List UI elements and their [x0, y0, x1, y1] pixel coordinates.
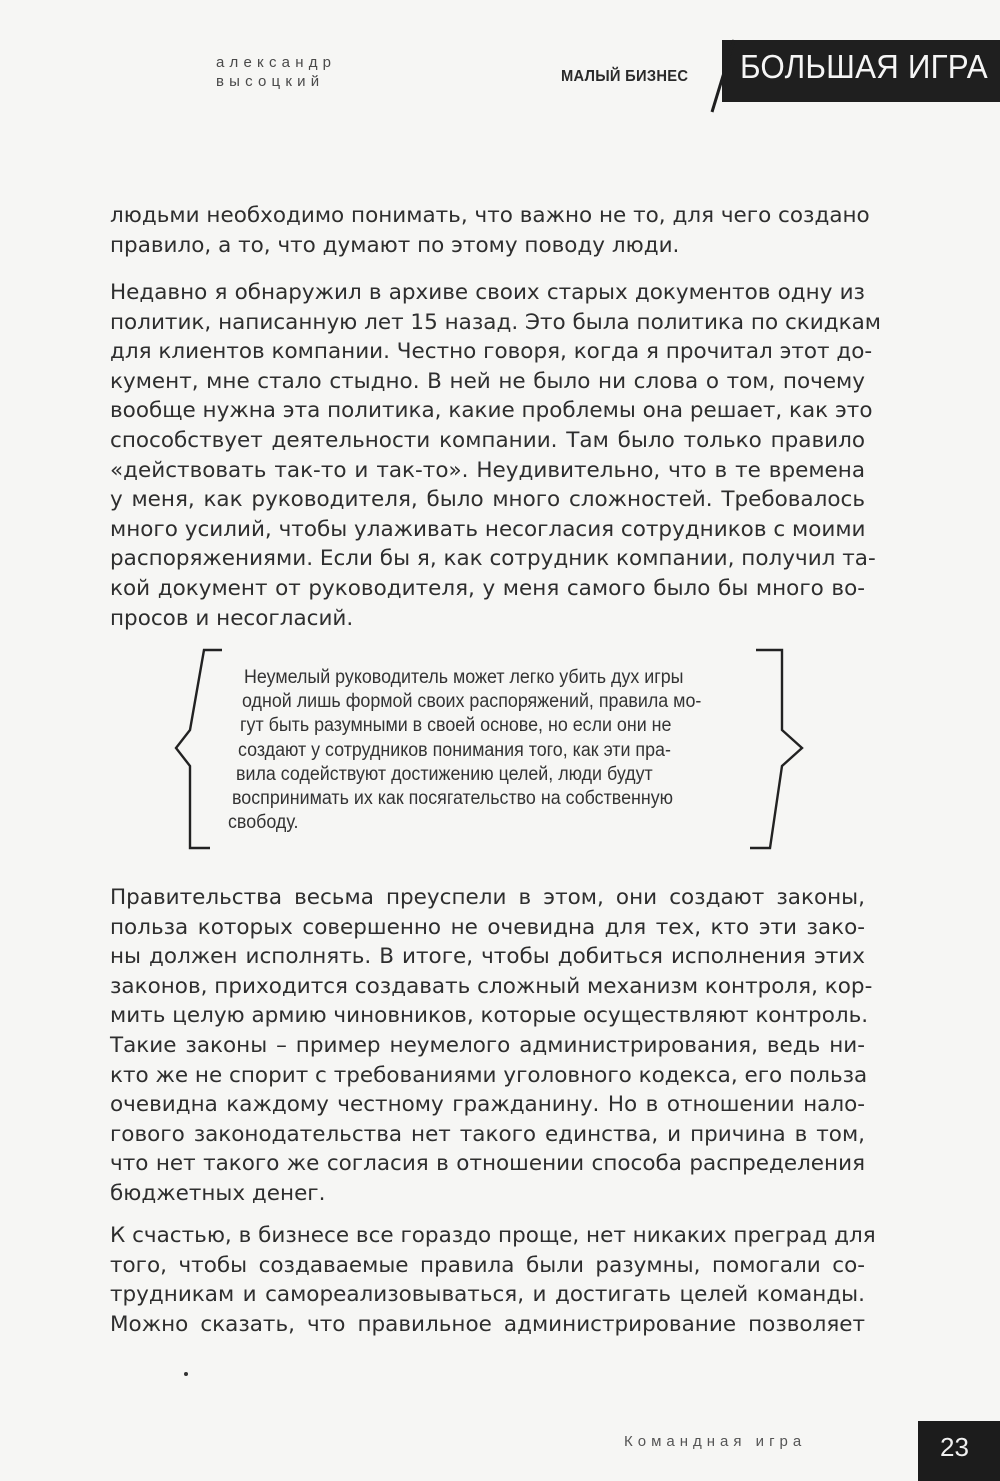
paragraph-4: [110, 1221, 876, 1339]
text-line: гового законодательства нет такого единства, и причина в том,: [110, 1121, 865, 1147]
right-quote-bracket: [748, 648, 808, 852]
text-line: кой документ от руководителя, у меня самого было бы много во-: [110, 575, 865, 601]
text-line: вообще нужна эта политика, какие проблемы она решает, как это: [110, 398, 873, 424]
quote-line: создают у сотрудников понимания того, как эти пра-: [238, 739, 671, 761]
quote-line: свободу.: [228, 812, 299, 834]
paragraph-3: [110, 883, 873, 1209]
text-line: очевидна каждому честному гражданину. Но в отношении нало-: [110, 1092, 865, 1118]
text-line: законов, приходится создавать сложный механизм контроля, кор-: [110, 973, 873, 999]
text-line: Правительства весьма преуспели в этом, они создают законы,: [110, 885, 865, 910]
text-line: политик, написанную лет 15 назад. Это была политика по скидкам: [110, 309, 881, 335]
text-line: Можно сказать, что правильное администрирование позволяет: [110, 1311, 865, 1337]
text-line: что нет такого же согласия в отношении способа распределения: [110, 1151, 865, 1177]
text-line: того, чтобы создаваемые правила были разумны, помогали со-: [110, 1252, 865, 1278]
text-line: Такие законы – пример неумелого администрирования, ведь ни-: [110, 1032, 865, 1058]
text-line: польза которых совершенно не очевидна для тех, кто эти зако-: [110, 914, 865, 940]
text-line: людьми необходимо понимать, что важно не то, для чего создано: [110, 203, 870, 228]
text-line: способствует деятельности компании. Там было только правило: [110, 427, 865, 453]
author-name: [216, 53, 336, 91]
paragraph-1: [110, 201, 870, 260]
text-line: кумент, мне стало стыдно. В ней не было ни слова о том, почему: [110, 368, 865, 394]
quote-line: вила содействуют достижению целей, люди будут: [236, 763, 653, 785]
quote-line: одной лишь формой своих распоряжений, правила мо-: [242, 691, 702, 713]
book-title: БОЛЬШАЯ ИГРА: [740, 48, 988, 85]
page-number: 23: [940, 1432, 969, 1462]
text-line: просов и несогласий.: [110, 605, 354, 631]
author-last-name: высоцкий: [216, 73, 325, 90]
text-line: мить целую армию чиновников, которые осуществляют контроль.: [110, 1003, 869, 1029]
text-line: правило, а то, что думают по этому поводу люди.: [110, 232, 680, 258]
text-line: кто же не спорит с требованиями уголовного кодекса, его польза: [110, 1062, 868, 1088]
text-line: распоряжениями. Если бы я, как сотрудник компании, получил та-: [110, 546, 876, 572]
left-quote-bracket: [170, 648, 230, 852]
quote-line: гут быть разумными в своей основе, но если они не: [240, 715, 672, 737]
text-line: бюджетных денег.: [110, 1180, 326, 1206]
header-slash-divider: [704, 38, 744, 114]
paragraph-2: [110, 278, 881, 633]
quote-line: воспринимать их как посягательство на собственную: [232, 788, 674, 810]
print-speck: [184, 1372, 188, 1376]
footer-section-label: Командная игра: [624, 1433, 807, 1450]
text-line: у меня, как руководителя, было много сложностей. Требовалось: [110, 487, 865, 513]
text-line: для клиентов компании. Честно говоря, когда я прочитал этот до-: [110, 339, 873, 365]
pull-quote: [222, 666, 742, 835]
quote-line: Неумелый руководитель может легко убить дух игры: [244, 667, 684, 688]
text-line: Недавно я обнаружил в архиве своих старых документов одну из: [110, 280, 865, 305]
text-line: много усилий, чтобы улаживать несогласия сотрудников с моими: [110, 516, 866, 542]
text-line: трудникам и самореализовываться, и достигать целей команды.: [110, 1282, 865, 1308]
text-line: К счастью, в бизнесе все гораздо проще, нет никаких преград для: [110, 1223, 876, 1248]
text-line: ны должен исполнять. В итоге, чтобы добиться исполнения этих: [110, 944, 865, 970]
text-line: «действовать так-то и так-то». Неудивительно, что в те времена: [110, 457, 865, 483]
series-label: МАЛЫЙ БИЗНЕС: [561, 68, 689, 85]
author-first-name: александр: [216, 54, 337, 71]
